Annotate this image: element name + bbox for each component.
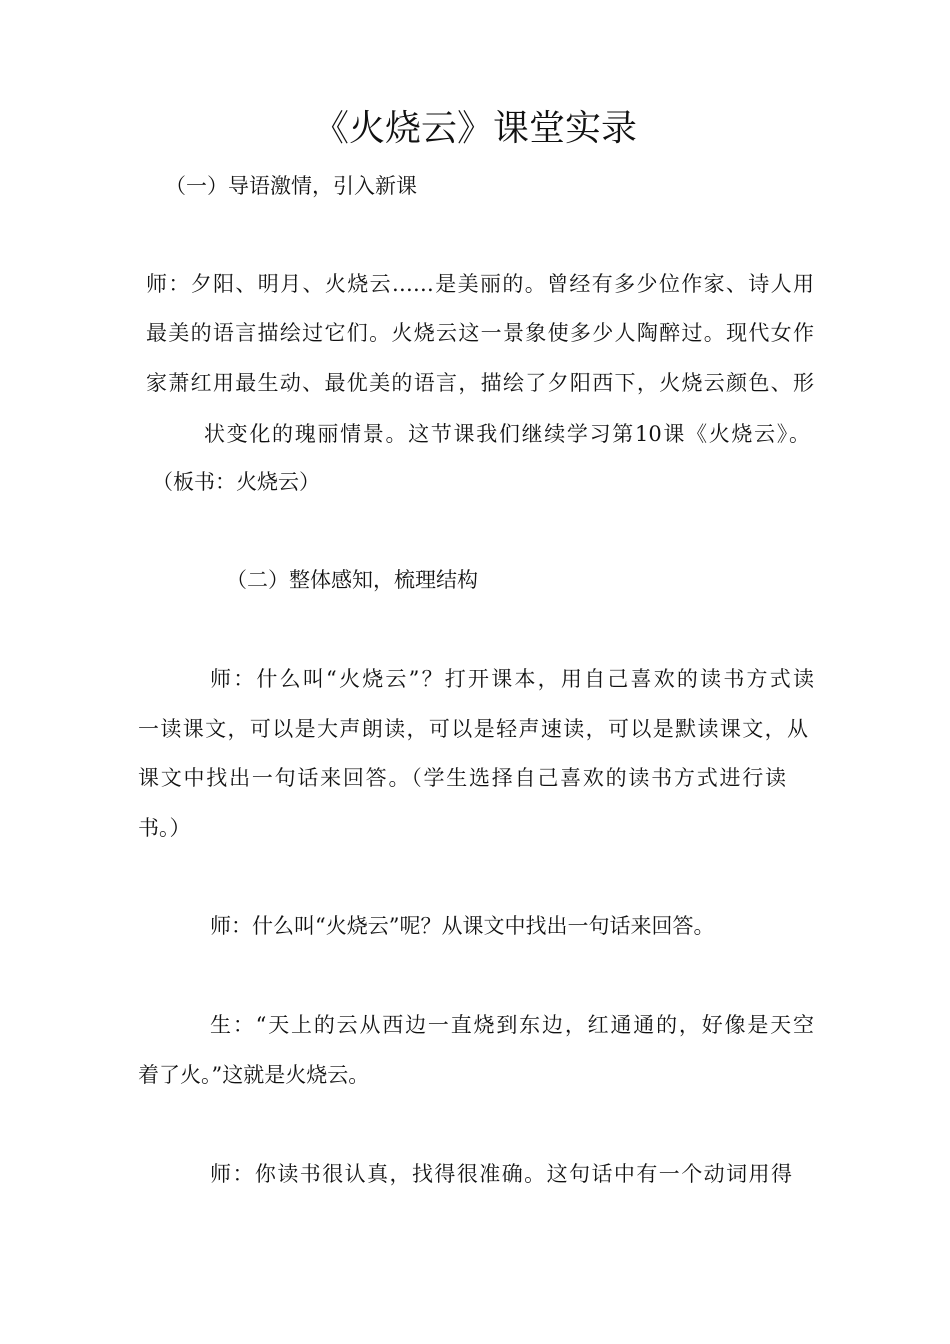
paragraph-line: 师：什么叫“火烧云”？打开课本，用自己喜欢的读书方式读 — [210, 667, 814, 691]
paragraph-line: 师：什么叫“火烧云”呢？从课文中找出一句话来回答。 — [210, 914, 715, 938]
paragraph-line: 师：夕阳、明月、火烧云……是美丽的。曾经有多少位作家、诗人用 — [146, 272, 814, 296]
paragraph-line: 状变化的瑰丽情景。这节课我们继续学习第10课《火烧云》。 — [204, 422, 810, 446]
paragraph-line: 最美的语言描绘过它们。火烧云这一景象使多少人陶醉过。现代女作 — [146, 321, 814, 345]
paragraph-line: （板书：火烧云） — [152, 470, 320, 494]
paragraph-line: 家萧红用最生动、最优美的语言，描绘了夕阳西下，火烧云颜色、形 — [146, 371, 814, 395]
paragraph-line: 生：“天上的云从西边一直烧到东边，红通通的，好像是天空 — [210, 1013, 814, 1037]
section-heading-2: （二）整体感知，梳理结构 — [226, 568, 478, 592]
paragraph-line: 一读课文，可以是大声朗读，可以是轻声速读，可以是默读课文，从 — [138, 717, 808, 741]
paragraph-line: 师：你读书很认真，找得很准确。这句话中有一个动词用得 — [210, 1162, 792, 1186]
page-title: 《火烧云》课堂实录 — [312, 108, 637, 149]
paragraph-line: 书。） — [138, 816, 191, 840]
section-heading-1: （一）导语激情，引入新课 — [165, 174, 417, 198]
paragraph-line: 课文中找出一句话来回答。（学生选择自己喜欢的读书方式进行读 — [138, 766, 786, 790]
paragraph-line: 着了火。”这就是火烧云。 — [138, 1063, 370, 1087]
